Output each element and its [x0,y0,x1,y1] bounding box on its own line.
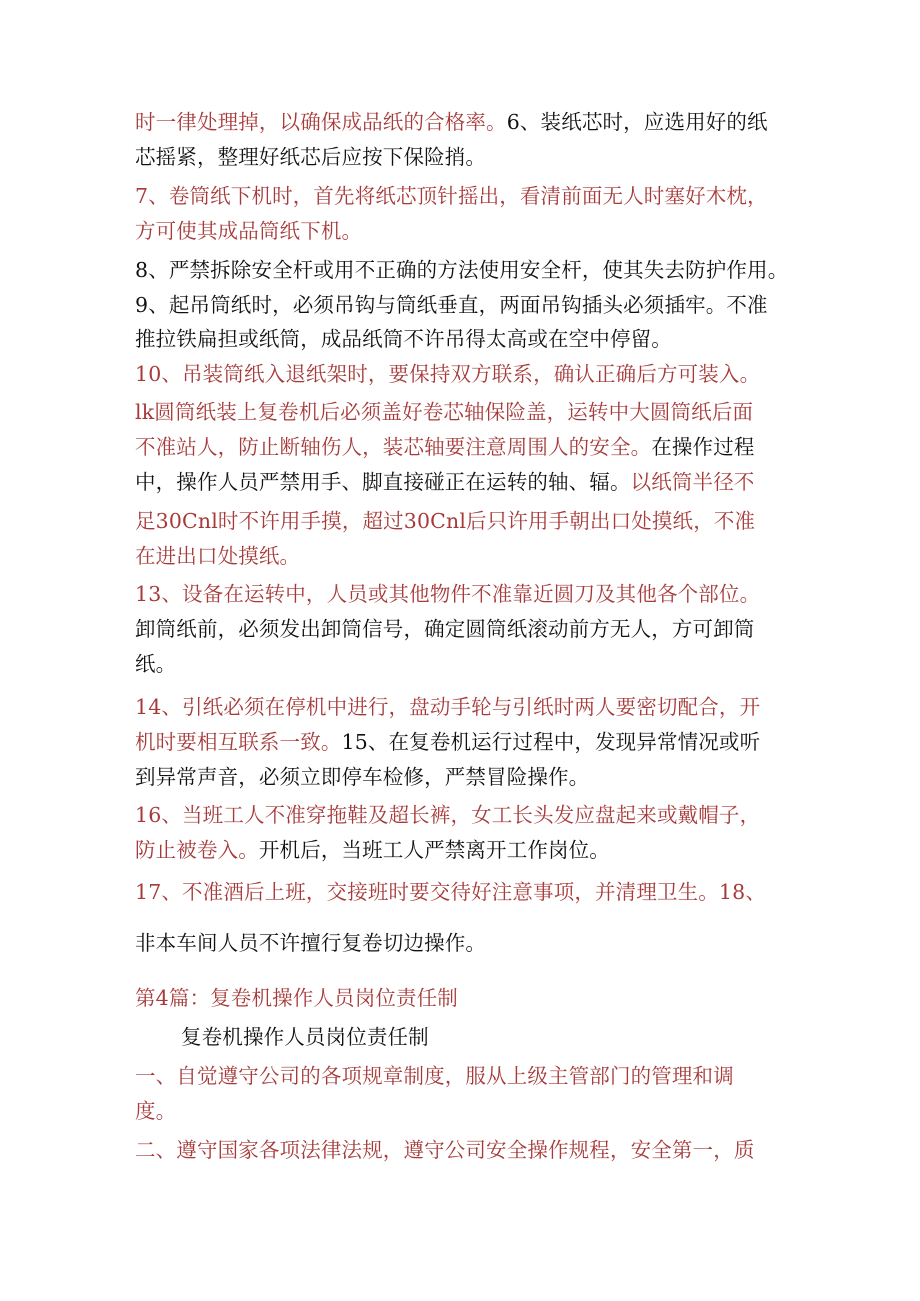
text-line: 17、不准酒后上班，交接班时要交待好注意事项，并清理卫生。18、 [135,880,766,904]
text-segment: 以纸筒半径不 [630,470,755,494]
text-line: 度。 [135,1099,177,1123]
text-line: 卸筒纸前，必须发出卸筒信号，确定圆筒纸滚动前方无人，方可卸筒 [135,617,755,641]
text-segment: 中，操作人员严禁用手、脚直接碰正在运转的轴、辐。 [135,470,631,494]
text-line [135,107,768,137]
text-line: 足30Cnl时不许用手摸，超过30Cnl后只许用手朝出口处摸纸，不准 [135,509,756,533]
text-line: 在进出口处摸纸。 [135,544,301,568]
text-line: lk圆筒纸装上复卷机后必须盖好卷芯轴保险盖，运转中大圆筒纸后面 [135,400,754,424]
text-segment: 在操作过程 [651,435,755,459]
text-line: 9、起吊筒纸时，必须吊钩与筒纸垂直，两面吊钩插头必须插牢。不准 [135,293,768,317]
text-line [135,835,610,865]
text-line: 到异常声音，必须立即停车检修，严禁冒险操作。 [135,765,590,789]
text-segment: 机时要相互联系一致。 [135,730,342,754]
chapter-heading: 第4篇：复卷机操作人员岗位责任制 [135,986,458,1010]
chapter-title: 复卷机操作人员岗位责任制 [181,1025,429,1049]
text-line: 纸。 [135,652,177,676]
text-line: 非本车间人员不许擅行复卷切边操作。 [135,931,487,955]
text-line: 16、当班工人不准穿拖鞋及超长裤，女工长头发应盘起来或戴帽子， [135,803,761,827]
text-segment: 防止被卷入。 [135,838,259,862]
text-line [135,432,755,462]
text-segment: 时一律处理掉，以确保成品纸的合格率。 [135,110,507,134]
text-line [135,727,760,757]
text-line: 14、引纸必须在停机中进行，盘动手轮与引纸时两人要密切配合，开 [135,695,761,719]
text-line: 方可使其成品筒纸下机。 [135,219,363,243]
text-line: 8、严禁拆除安全杆或用不正确的方法使用安全杆，使其失去防护作用。 [135,258,789,282]
text-line: 7、卷筒纸下机时，首先将纸芯顶针摇出，看清前面无人时塞好木枕， [135,184,768,208]
text-line: 一、自觉遵守公司的各项规章制度，服从上级主管部门的管理和调 [135,1064,734,1088]
text-line: 芯摇紧，整理好纸芯后应按下保险捎。 [135,145,487,169]
text-line: 推拉铁扁担或纸筒，成品纸筒不许吊得太高或在空中停留。 [135,327,672,351]
text-segment: 6、装纸芯时，应选用好的纸 [506,110,768,134]
text-line [135,467,755,497]
text-segment: 15、在复卷机运行过程中，发现异常情况或听 [341,730,761,754]
text-segment: 开机后，当班工人严禁离开工作岗位。 [258,838,610,862]
text-line: 二、遵守国家各项法律法规，遵守公司安全操作规程，安全第一，质 [135,1138,755,1162]
text-line: 10、吊装筒纸入退纸架时，要保持双方联系，确认正确后方可装入。 [135,362,761,386]
text-segment: 不准站人，防止断轴伤人，装芯轴要注意周围人的安全。 [135,435,652,459]
text-line: 13、设备在运转中，人员或其他物件不准靠近圆刀及其他各个部位。 [135,582,761,606]
